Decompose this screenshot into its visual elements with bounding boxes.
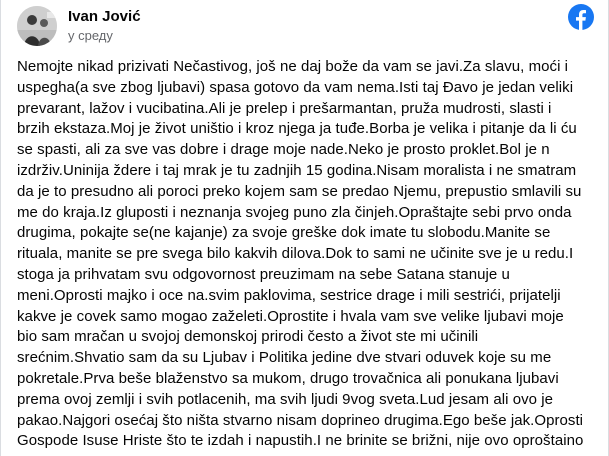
avatar[interactable]	[17, 6, 57, 46]
post-text-line: drugima, pokajte se(ne kajanje) za svoje greške dok imate tu slobodu.Manite se	[17, 224, 551, 242]
post-text-line: meni.Oprosti majko i oce na.svim paklovima, sestrice drage i mili sestrići, prijatelji	[17, 286, 561, 304]
post-text-line: se spasti, ali za sve vas dobre i drage moje nade.Neko je prosto proklet.Bol je n	[17, 141, 550, 159]
post-text-line: Gospode Isuse Hriste što te izdah i napustih.I ne brinite se brižni, nije ovo oproštaino	[17, 432, 584, 450]
post-text-line: stoga ja prihvatam svu odgovornost preuzimam na sebe Satana stanuje u	[17, 265, 510, 283]
post-text-line: brzih ekstaza.Moj je život uništio i kroz njega ja tuđe.Borba je velika i pitanje da li ću	[17, 120, 577, 138]
facebook-icon[interactable]	[568, 4, 594, 30]
post-text	[17, 57, 597, 452]
post-text-line: prevarant, lažov i vucibatina.Ali je prelep i prešarmantan, pruža mudrosti, slasti i	[17, 99, 552, 117]
post-text-line: pakao.Najgori osećaj što ništa stvarno nisam doprineo drugima.Ego beše jak.Oprosti	[17, 411, 584, 429]
post-header	[1, 0, 608, 50]
post-author[interactable]: Ivan Jović	[68, 8, 141, 25]
post-text-line: bio sam mračan u svojoj demonskoj prirodi često a život ste mi učinili	[17, 328, 479, 346]
post-timestamp[interactable]: у среду	[68, 28, 113, 43]
post-text-line: pokretale.Prva beše blaženstvo sa mukom, drugo trovačnica ali ponukana ljubavi	[17, 369, 559, 387]
post-text-line: uspegha(a sve zbog ljubavi) spasa gotovo da vam nema.Isti taj Đavo je jedan veliki	[17, 78, 574, 96]
post-text-line: izdrživ.Uninija ždere i taj mrak je tu zadnjih 15 godina.Nisam moralista i ne smatram	[17, 161, 577, 179]
post-text-line: Nemojte nikad prizivati Nečastivog, još ne daj bože da vam se javi.Za slavu, moći i	[17, 58, 569, 75]
post-text-line: srećnim.Shvatio sam da su Ljubav i Politika jedine dve stvari oduvek koje su me	[17, 349, 552, 367]
post-text-line: prema ovoj zemlji i svih potlacenih, ma svih ljudi 9vog sveta.Lud jesam ali ovo je	[17, 390, 554, 408]
post-text-line: da je to presudno ali poroci preko kojem sam se predao Njemu, prepustio smlavili su	[17, 182, 582, 200]
post-text-line: rituala, manite se pre svega bilo kakvih dilova.Dok to sami ne učinite sve je u redu.I	[17, 245, 574, 263]
post-text-line: kakve je covek samo mogao zaželeti.Oprostite i hvala vam sve velike ljubavi moje	[17, 307, 564, 325]
post-text-line: me do kraja.Iz gluposti i neznanja svojeg puno zla činjeh.Opraštajte sebi prvo onda	[17, 203, 572, 221]
